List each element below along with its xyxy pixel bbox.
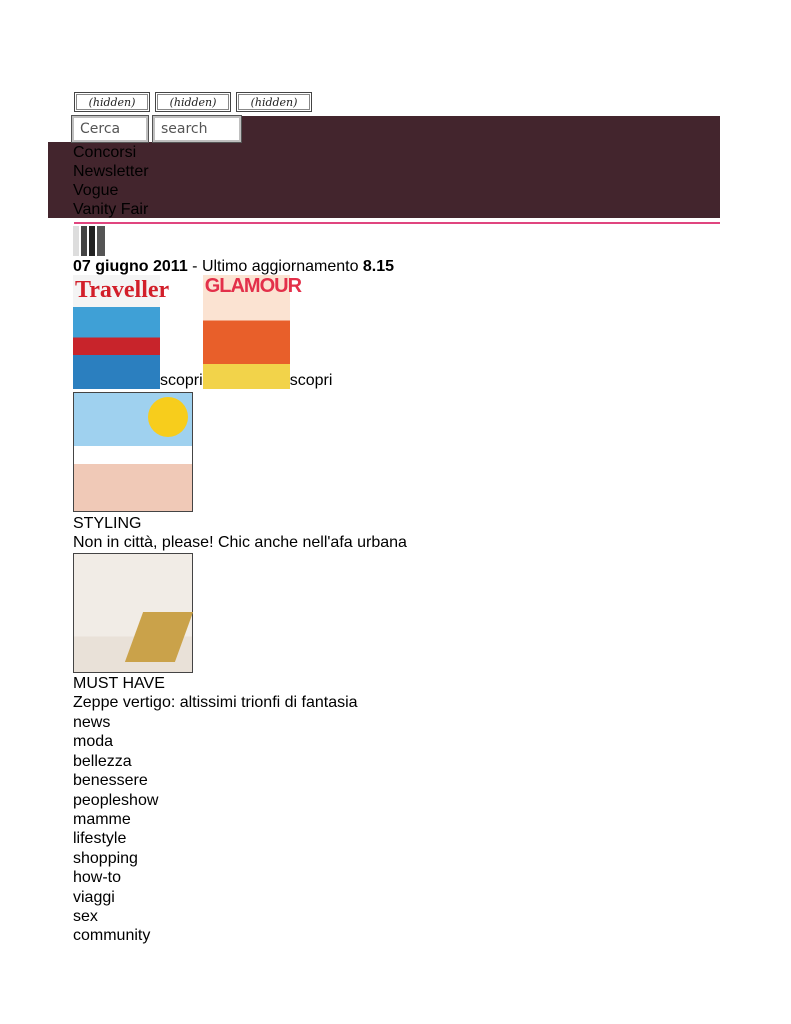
traveller-title: Traveller bbox=[75, 277, 170, 303]
accent-divider bbox=[74, 222, 720, 224]
category-link[interactable]: moda bbox=[73, 733, 114, 751]
glamour-title: GLAMOUR bbox=[204, 275, 302, 297]
scopri-link[interactable]: scopri bbox=[289, 372, 333, 389]
category-link[interactable]: viaggi bbox=[73, 888, 115, 906]
header-band bbox=[240, 116, 720, 142]
sun-illustration bbox=[148, 397, 188, 437]
hidden-button[interactable]: (hidden) bbox=[155, 92, 231, 112]
header-band-main bbox=[48, 142, 720, 218]
hidden-button-row bbox=[74, 92, 312, 112]
menu-item-concorsi[interactable]: Concorsi bbox=[73, 144, 137, 161]
traveller-cover[interactable] bbox=[73, 275, 170, 389]
scopri-link[interactable]: scopri bbox=[160, 372, 203, 389]
menu-item-vanity-fair[interactable]: Vanity Fair bbox=[73, 201, 149, 218]
date-line bbox=[73, 257, 394, 276]
shoe-illustration bbox=[125, 612, 193, 662]
article-headline[interactable]: Non in città, please! Chic anche nell'afa urbana bbox=[73, 534, 407, 551]
category-link[interactable]: shopping bbox=[73, 849, 138, 867]
glamour-cover[interactable] bbox=[203, 275, 302, 389]
magazine-row bbox=[73, 275, 332, 389]
category-link[interactable]: peopleshow bbox=[73, 791, 159, 809]
update-label: - Ultimo aggiornamento bbox=[187, 258, 363, 275]
top-menu bbox=[73, 143, 149, 219]
category-nav bbox=[73, 713, 158, 946]
date-text: 07 giugno 2011 bbox=[73, 258, 188, 275]
search-input[interactable]: search bbox=[153, 116, 241, 142]
article-category[interactable]: MUST HAVE bbox=[73, 675, 165, 692]
menu-item-vogue[interactable]: Vogue bbox=[73, 182, 119, 199]
styling-thumbnail[interactable] bbox=[73, 392, 193, 512]
site-logo[interactable] bbox=[73, 226, 105, 256]
category-link[interactable]: mamme bbox=[73, 810, 131, 828]
category-link[interactable]: sex bbox=[73, 907, 98, 925]
hidden-button[interactable]: (hidden) bbox=[74, 92, 150, 112]
article-category[interactable]: STYLING bbox=[73, 515, 142, 532]
menu-item-newsletter[interactable]: Newsletter bbox=[73, 163, 149, 180]
hidden-button[interactable]: (hidden) bbox=[236, 92, 312, 112]
category-link[interactable]: community bbox=[73, 927, 151, 945]
update-time: 8.15 bbox=[362, 258, 395, 275]
category-link[interactable]: benessere bbox=[73, 772, 148, 790]
article-headline[interactable]: Zeppe vertigo: altissimi trionfi di fantasia bbox=[73, 694, 358, 711]
search-button[interactable]: Cerca bbox=[72, 116, 148, 142]
category-link[interactable]: news bbox=[73, 714, 111, 731]
category-link[interactable]: lifestyle bbox=[73, 830, 127, 848]
must-have-thumbnail[interactable] bbox=[73, 553, 193, 673]
category-link[interactable]: how-to bbox=[73, 869, 122, 887]
category-link[interactable]: bellezza bbox=[73, 752, 132, 770]
